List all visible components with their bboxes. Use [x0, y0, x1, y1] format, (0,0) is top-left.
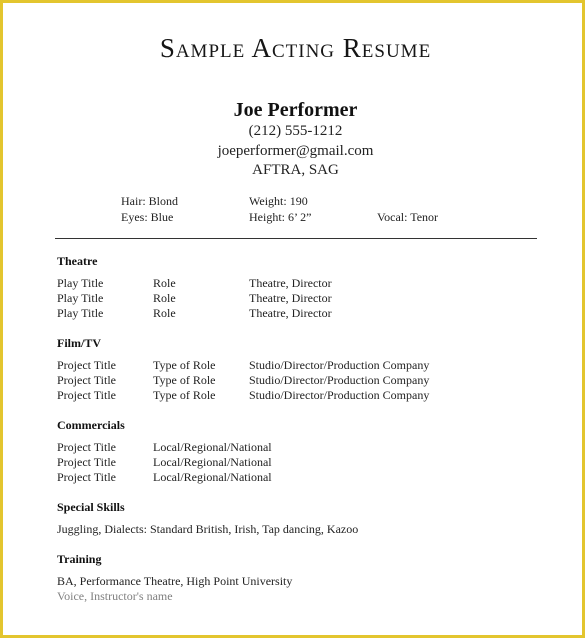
credit-title: Project Title	[57, 358, 117, 372]
special-skills-text: Juggling, Dialects: Standard British, Irish, Tap dancing, Kazoo	[57, 522, 359, 536]
performer-name: Joe Performer	[233, 99, 358, 121]
email-address: joeperformer@gmail.com	[217, 143, 374, 159]
training-line: Voice, Instructor's name	[57, 589, 173, 603]
commercials-heading: Commercials	[57, 418, 125, 432]
training-line: BA, Performance Theatre, High Point University	[57, 574, 293, 588]
credit-title: Project Title	[57, 455, 117, 469]
stat-vocal: Vocal: Tenor	[377, 210, 439, 224]
commercial-row	[3, 440, 585, 455]
stat-weight: Weight: 190	[249, 194, 308, 208]
credit-market: Local/Regional/National	[153, 440, 272, 454]
credit-title: Project Title	[57, 440, 117, 454]
film-row	[3, 388, 585, 403]
credit-role: Type of Role	[153, 388, 216, 402]
theatre-heading: Theatre	[57, 254, 98, 268]
phone-number: (212) 555-1212	[248, 123, 343, 139]
credit-title: Project Title	[57, 373, 117, 387]
training-heading: Training	[57, 552, 102, 566]
document-title: Sample Acting Resume	[159, 33, 432, 63]
credit-role: Role	[153, 306, 176, 320]
credit-venue: Theatre, Director	[249, 291, 332, 305]
credit-role: Role	[153, 291, 176, 305]
union-affiliations: AFTRA, SAG	[252, 162, 339, 178]
theatre-row	[3, 306, 585, 321]
special-skills-heading: Special Skills	[57, 500, 125, 514]
section-divider	[55, 238, 537, 239]
film-row	[3, 373, 585, 388]
credit-title: Play Title	[57, 291, 104, 305]
credit-title: Project Title	[57, 470, 117, 484]
credit-venue: Theatre, Director	[249, 276, 332, 290]
theatre-row	[3, 276, 585, 291]
credit-company: Studio/Director/Production Company	[249, 373, 430, 387]
credit-role: Type of Role	[153, 373, 216, 387]
credit-title: Play Title	[57, 276, 104, 290]
credit-company: Studio/Director/Production Company	[249, 358, 430, 372]
credit-market: Local/Regional/National	[153, 455, 272, 469]
commercial-row	[3, 470, 585, 485]
credit-company: Studio/Director/Production Company	[249, 388, 430, 402]
commercial-row	[3, 455, 585, 470]
credit-role: Role	[153, 276, 176, 290]
credit-market: Local/Regional/National	[153, 470, 272, 484]
film-tv-heading: Film/TV	[57, 336, 101, 350]
credit-title: Project Title	[57, 388, 117, 402]
credit-title: Play Title	[57, 306, 104, 320]
credit-role: Type of Role	[153, 358, 216, 372]
stat-height: Height: 6’ 2”	[249, 210, 312, 224]
theatre-row	[3, 291, 585, 306]
credit-venue: Theatre, Director	[249, 306, 332, 320]
stat-hair: Hair: Blond	[121, 194, 178, 208]
film-row	[3, 358, 585, 373]
stat-eyes: Eyes: Blue	[121, 210, 174, 224]
